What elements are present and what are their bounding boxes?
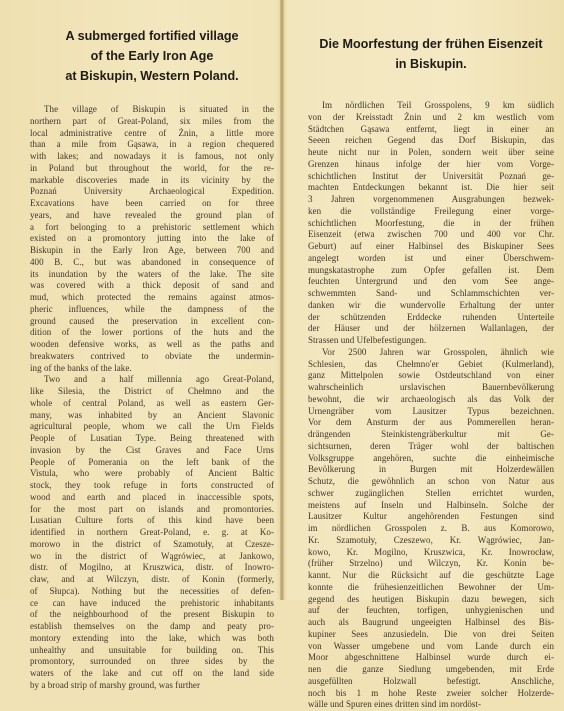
english-text-line: establish themselves on the damp and peaty pro- [30, 621, 274, 631]
german-text-line: schwemmten Sand- und Schlammschichten ver- [308, 288, 554, 298]
german-text-line: der schützenden Erddecke ruhenden Unterteile [308, 311, 554, 322]
english-text-line: wooden defensive works, as well as the paths and [30, 339, 274, 349]
english-text-line: unhealthy and unsuitable for building on. This [30, 644, 274, 655]
german-text-line: schichtlichen Moorfestung, die in der frühen [308, 217, 554, 228]
german-text-line: konnte die frühesienzeitlichen Bewohner der Um- [308, 581, 554, 592]
english-text-line: by a broad strip of marshy ground, was further [30, 679, 201, 690]
english-text-line: morowo in the district of Szamotuły, at Czesze- [30, 538, 274, 549]
english-text-line: invasion by the Cist Graves and Face Urns [30, 444, 274, 455]
english-text-line: waters of the lake and cut off on the land side [30, 668, 274, 678]
english-text-line: ground caused the preservation in excellent con- [30, 315, 274, 326]
german-text-line: im nördlichen Grosspolen z. B. aus Komorowo, [308, 523, 554, 533]
english-text-line: pheric influences, while the dampness of the [30, 303, 274, 314]
english-title-line: of the Early Iron Age [90, 49, 214, 63]
english-text-line: ing of the banks of the lake. [30, 362, 132, 373]
german-text-line: schichtlichen Institut der Universität Poznań ge- [308, 170, 554, 181]
german-text-line: Kr. Szamotuły, Czeszewo, Kr. Wągrówiec, Jan- [308, 534, 554, 545]
english-text-line: dition of the lower portions of the huts and the [30, 327, 274, 338]
english-text-line: promontory, surrounded on three sides by the [30, 656, 274, 667]
english-text-line: mud, which protected the remains against atmos- [30, 292, 274, 302]
german-text-line: wälle und Spuren eines dritten sind im nordöst- [308, 699, 482, 710]
german-text-line: machten Entdeckungen bekannt ist. Die hier seit [308, 182, 554, 193]
german-text-line: Städtchen Gąsawa entfernt, liegt in einer an [308, 123, 554, 134]
german-text-line: Geburt) auf einer Halbinsel des Biskupiner Sees [308, 241, 554, 251]
german-text-line: 3 Jahren vorgenommenen Ausgrabungen bezwek- [308, 194, 554, 204]
german-text-line: kowo, Kr. Mogilno, Kruszwica, Kr. Inowrocław, [308, 546, 554, 557]
english-text-line: existed on a promontory jutting into the lake of [30, 233, 274, 244]
german-text-line: noch bis 1 m hohe Reste zweier solcher Holzerde- [308, 687, 554, 698]
english-text-line: 400 B. C., but was abandoned in consequence of [30, 256, 274, 267]
german-text-line: feuchten Untergrund und den vom See ange- [308, 276, 554, 287]
english-text-line: Two and a half millennia ago Great-Poland, [44, 374, 274, 385]
english-text-line: Excavations have been carried on for three [30, 198, 274, 208]
german-text-line: von der Kreisstadt Żnin und 2 km westlich vom [308, 111, 554, 122]
english-page [0, 0, 282, 690]
english-text-line: in Poland but throughout the world, for the re- [30, 162, 274, 173]
english-text-line: many, was inhabited by an Ancient Slavonic [30, 409, 274, 420]
german-text-line: kupiner Sees anzusiedeln. Die von drei Seiten [308, 628, 554, 639]
german-text-line: kannt. Nur die Rücksicht auf die geschützte Lage [308, 570, 554, 580]
english-text-line: like Silesia, the District of Chełmno and the [30, 386, 274, 396]
german-text-line: drängenden Steinkistengräberkultur mit Ge- [308, 429, 554, 439]
german-text-line: ganz Mittelpolen sowie Ostdeutschland von einer [308, 370, 554, 381]
english-text-line: markable discoveries made in its vicinity by the [30, 174, 274, 185]
english-text-line: wood and earth and placed in inaccessible spots, [30, 491, 274, 502]
german-text-line: heute nicht nur in Polen, sondern weit über seine [308, 147, 554, 157]
english-text-line: Vistula, who were probably of Ancient Baltic [30, 468, 274, 479]
english-text-line: cław, and at Wilczyn, distr. of Konin (formerly, [30, 574, 274, 584]
german-text-line: Urnengräber vom Lausitzer Typus bezeichnen. [308, 405, 554, 416]
german-text-line: Schlesien, das Chełmno'er Gebiet (Kulmerland), [308, 358, 554, 369]
english-body-text [30, 104, 274, 692]
english-text-line: wo in the district of Wągrówiec, at Jankowo, [30, 550, 274, 561]
german-title [308, 34, 554, 74]
english-text-line: People of Pomerania on the left bank of the [30, 456, 274, 467]
english-title [30, 26, 274, 86]
english-text-line: ce can have induced the prehistoric inhabitants [30, 597, 274, 608]
german-text-line: bewohnt, die wir archaeologisch als das Volk der [308, 393, 554, 404]
german-text-line: Vor dem Ansturm der aus Pommerellen heran- [308, 417, 554, 428]
german-text-line: Strassen und Ufelbefestigungen. [308, 335, 427, 345]
english-text-line: Lusatian Culture forts of this kind have been [30, 515, 274, 526]
english-text-line: was covered with a thick deposit of sand and [30, 280, 274, 291]
german-text-line: ausgefüllten Holzwall befestigt. Anschliche, [308, 675, 554, 686]
german-text-line: von Wasser umgebene und vom Lande durch ein [308, 640, 554, 651]
german-text-line: Volksgruppe angehören, suchte die einheimische [308, 452, 554, 463]
english-text-line: Poznań University Archaeological Expedition. [30, 186, 274, 197]
german-text-line: ken die vollständige Freilegung einer vorge- [308, 205, 554, 216]
english-text-line: breakwaters contrived to obviate the undermin- [30, 350, 274, 361]
english-text-line: of Słupca). Nothing but the necessities of defen- [30, 585, 274, 596]
english-text-line: years, and have revealed the ground plan of [30, 209, 274, 220]
german-text-line: danken wir die wundervolle Erhaltung der unter [308, 299, 554, 310]
english-text-line: its inundation by the waters of the lake. The site [30, 268, 274, 279]
english-text-line: The village of Biskupin is situated in the [44, 104, 274, 114]
german-text-line: Bevölkerung in Burgen mit Holzerdewällen [308, 464, 554, 475]
german-text-line: der Häuser und der hölzernen Wallanlagen, der [308, 323, 554, 334]
german-text-line: wahrscheinlich urslavischen Bauernbevölkerung [308, 382, 554, 392]
english-text-line: for the most part on islands and promontories. [30, 503, 274, 514]
german-text-line: gegend des heutigen Biskupin dazu bewegen, sich [308, 593, 554, 604]
english-text-line: of the neighbourhood of the present Biskupin to [30, 609, 274, 620]
english-text-line: Biskupin in the Early Iron Age, between 700 and [30, 245, 274, 255]
german-text-line: (früher Strzelno) und Wilczyn, Kr. Konin be- [308, 558, 554, 569]
english-text-line: whole of central Poland, as well as eastern Ger- [30, 397, 274, 408]
english-title-line: at Biskupin, Western Poland. [65, 69, 239, 83]
english-text-line: local administrative centre of Żnin, a little more [30, 127, 274, 138]
english-text-line: distr. of Mogilno, at Kruszwica, distr. of Inowro- [30, 562, 274, 573]
english-text-line: identified in northern Great-Poland, e. g. at Ko- [30, 527, 274, 537]
german-text-line: meistens auf Inseln und Halbinseln. Solche der [308, 499, 554, 510]
german-text-line: Seeen reichen Gegend das Dorf Biskupin, das [308, 135, 554, 146]
english-text-line: than a mile from Gąsawa, in a region chequered [30, 139, 274, 150]
german-text-line: Vor 2500 Jahren war Grosspolen, ähnlich wie [322, 346, 554, 357]
english-text-line: agricultural people, whom we call the Urn Fields [30, 421, 274, 432]
german-text-line: Lausitzer Kultur angehörenden Festungen sind [308, 511, 554, 522]
german-page [282, 0, 564, 710]
english-text-line: People of Lusatian Type. Being threatened with [30, 433, 274, 443]
german-text-line: Im nördlichen Teil Grosspolens, 9 km südlich [322, 100, 554, 110]
german-text-line: nen die ganze Siedlung umgebenden, mit Erde [308, 664, 554, 674]
german-text-line: Grenzen hinaus infolge der hier vom Vorge- [308, 158, 554, 169]
english-text-line: montory extending into the lake, which was both [30, 632, 274, 643]
german-text-line: sichtsurnen, deren Träger wohl der baltischen [308, 440, 554, 451]
german-text-line: angelegt worden ist und einer Überschwem- [308, 252, 554, 263]
german-text-line: auch als Baugrund ungeeigten Halbinsel des Bis- [308, 617, 554, 627]
german-text-line: schwer zugänglichen Stellen errichtet wurden, [308, 487, 554, 498]
german-text-line: auf der feuchten, torfigen, unhygienischen und [308, 605, 554, 616]
english-text-line: with lakes; and nowadays it is famous, not only [30, 151, 274, 161]
german-text-line: Eisenzeit (etwa zwischen 700 und 400 vor Chr. [308, 229, 554, 240]
german-title-line: Die Moorfestung der frühen Eisenzeit [319, 37, 543, 51]
english-text-line: stock, they took refuge in forts constructed of [30, 480, 274, 490]
german-text-line: Moor abgeschnittene Halbinsel wurde durch ei- [308, 652, 554, 663]
german-text-line: Schutz, die gewöhnlich an schon von Natur aus [308, 476, 554, 486]
german-title-line: in Biskupin. [395, 57, 467, 71]
german-body-text [308, 100, 554, 711]
english-text-line: a fort belonging to a prehistoric settlement which [30, 221, 274, 232]
english-text-line: northern part of Great-Poland, six miles from the [30, 115, 274, 126]
english-title-line: A submerged fortified village [65, 29, 239, 43]
german-text-line: mungskatastrophe zum Opfer gefallen ist. Dem [308, 264, 554, 275]
